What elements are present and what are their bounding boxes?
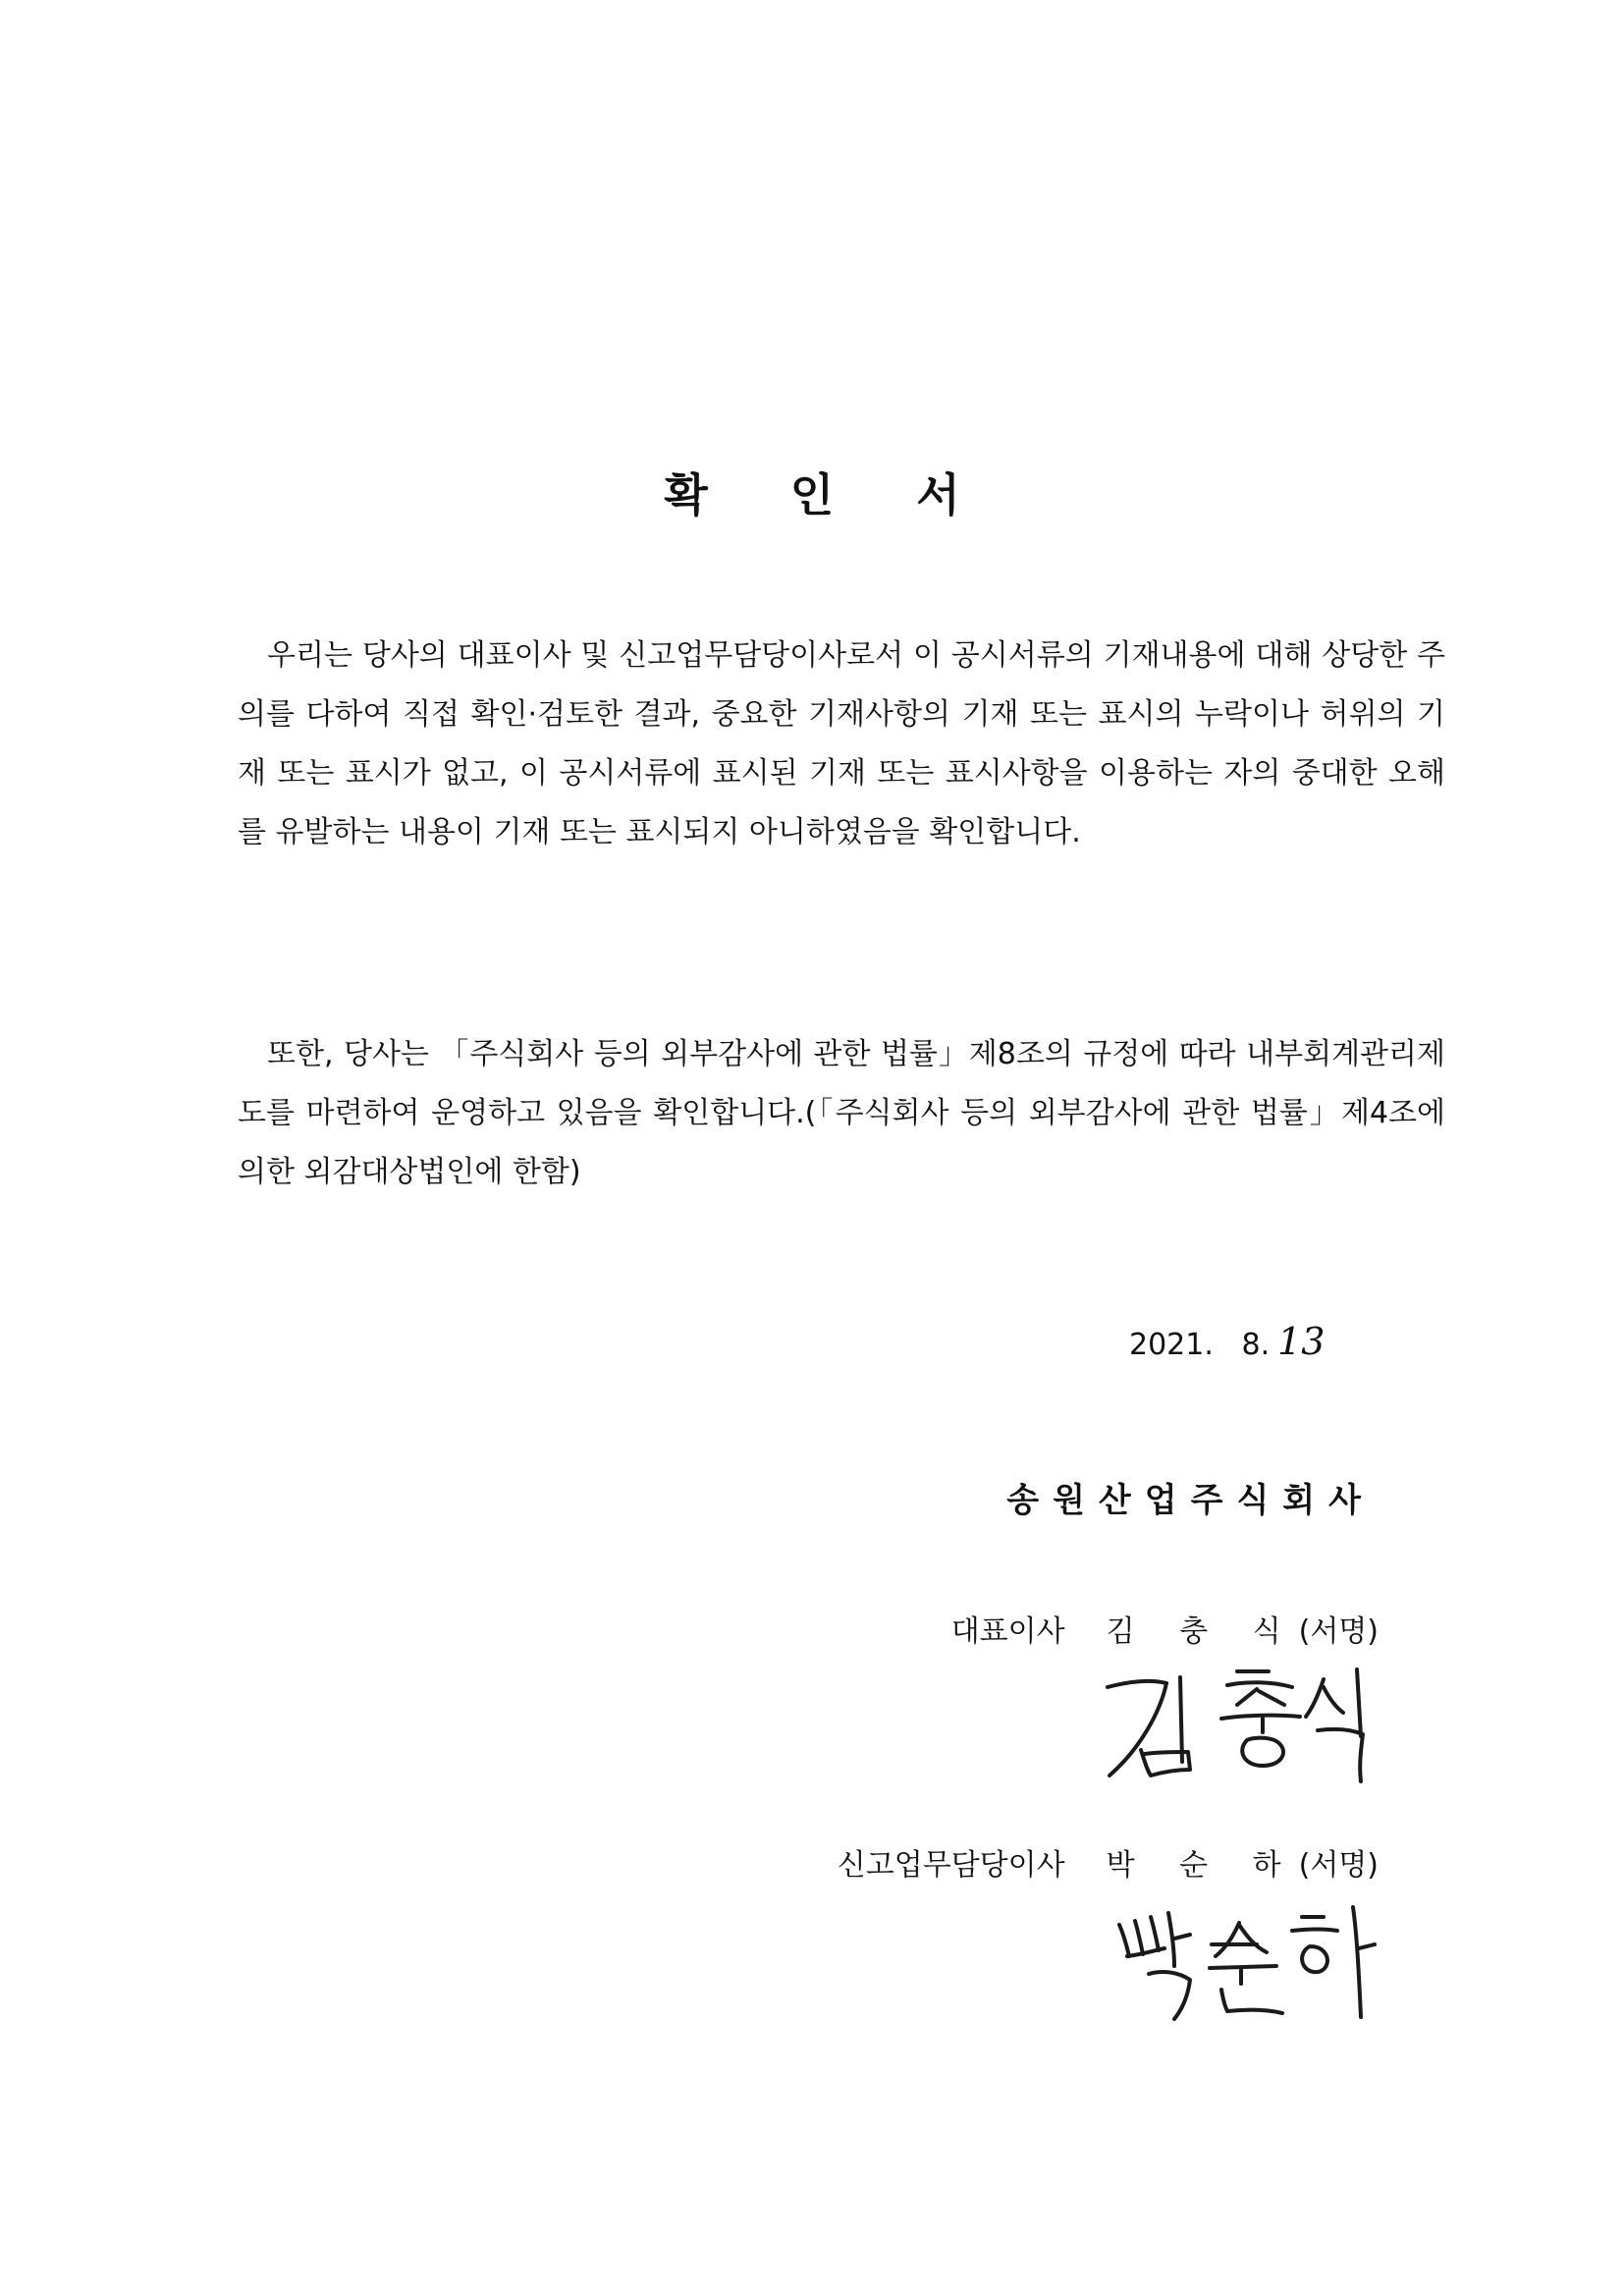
signer-role: 대표이사 [950,1614,1065,1649]
signer-name: 박 순 하 [1106,1848,1299,1883]
document-title: 확 인 서 [664,468,994,521]
signer-ceo [951,1613,1379,1652]
signer-role: 신고업무담당이사 [837,1848,1065,1883]
date-printed: 2021. 8. [1129,1328,1271,1362]
document-date [1129,1322,1375,1365]
signer-name: 김 충 식 [1106,1614,1299,1649]
signer-disclosure-officer [838,1846,1379,1886]
signer-suffix: (서명) [1298,1614,1379,1649]
date-day-handwritten: 13 [1277,1320,1326,1363]
company-name: 송원산업주식회사 [1006,1481,1375,1520]
confirmation-paragraph: 우리는 당사의 대표이사 및 신고업무담당이사로서 이 공시서류의 기재내용에 대해 상당한 주의를 다하여 직접 확인·검토한 결과, 중요한 기재사항의 기재 또는 표시의 누락이나 허위의 기재 또는 표시가 없고, 이 공시서류에 표시된 기재 또는 표시사항을 이용하는 자의 중대한 오해를 유발하는 내용이 기재 또는 표시되지 아니하였음을 확인합니다. [238,638,1445,849]
internal-control-paragraph: 또한, 당사는 「주식회사 등의 외부감사에 관한 법률」제8조의 규정에 따라 내부회계관리제도를 마련하여 운영하고 있음을 확인합니다.(「주식회사 등의 외부감사에 관한 법률」제4조에 의한 외감대상법인에 한함) [238,1037,1445,1189]
signer-suffix: (서명) [1298,1848,1379,1883]
signature-disclosure-officer [1110,1895,1404,2023]
signature-ceo [1090,1660,1384,1787]
